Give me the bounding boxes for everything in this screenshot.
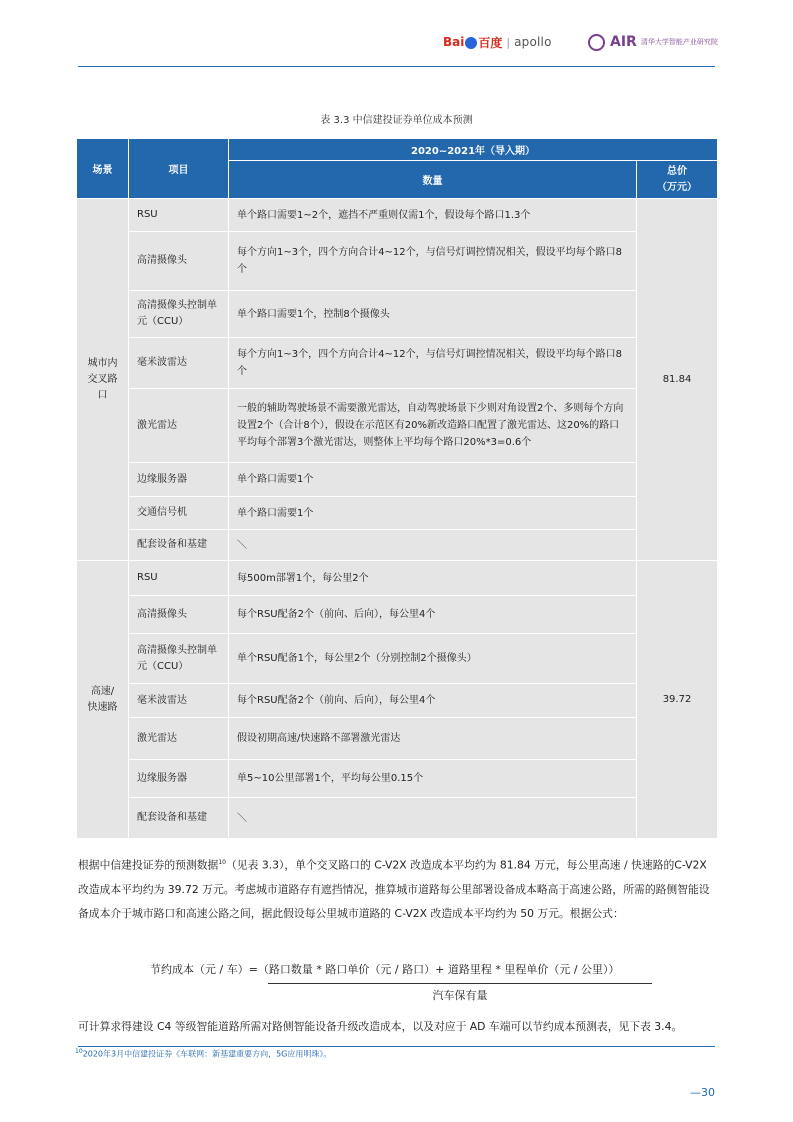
quantity-cell: 一般的辅助驾驶场景不需要激光雷达，自动驾驶场景下少则对角设置2个、多则每个方向设置2个（合计8个），假设在示范区有20%新改造路口配置了激光雷达、这20%的路口平均每个部署3个激光雷达，则整体上平均每个路口20%*3=0.6个 xyxy=(229,389,637,463)
baidu-apollo-logo: Bai 百度 | apollo xyxy=(443,35,552,50)
item-cell: 边缘服务器 xyxy=(129,760,229,798)
total-highway: 39.72 xyxy=(637,561,718,839)
footnote-divider xyxy=(78,1046,715,1047)
page-number: —30 xyxy=(690,1086,715,1099)
header-quantity: 数量 xyxy=(229,161,637,199)
scene-urban: 城市内 交叉路口 xyxy=(77,199,129,561)
body-paragraph-1 xyxy=(78,851,718,926)
item-cell: 高清摄像头控制单元（CCU） xyxy=(129,291,229,338)
footnote-ref: 10 xyxy=(218,859,226,866)
baidu-logo: Bai xyxy=(443,35,465,49)
header-divider xyxy=(78,66,715,67)
body-paragraph-2: 可计算求得建设 C4 等级智能道路所需对路侧智能设备升级改造成本，以及对应于 AD 车端可以节约成本预测表，见下表 3.4。 xyxy=(78,1020,683,1033)
header-item: 项目 xyxy=(129,139,229,199)
item-cell: 配套设备和基建 xyxy=(129,530,229,561)
logo-separator: | xyxy=(506,35,511,49)
para1-start: 根据中信建投证券的预测数据 xyxy=(78,858,219,872)
item-cell: 激光雷达 xyxy=(129,718,229,760)
header-scene: 场景 xyxy=(77,139,129,199)
quantity-cell: 每个RSU配备2个（前向、后向），每公里4个 xyxy=(229,596,637,634)
item-cell: 毫米波雷达 xyxy=(129,338,229,389)
item-cell: 交通信号机 xyxy=(129,497,229,530)
footnote xyxy=(75,1048,331,1060)
formula-lhs: 节约成本（元 / 车）= xyxy=(150,963,258,976)
footnote-text: 2020年3月中信建投证券《车联网：新基建重要方向，5G应用明珠》。 xyxy=(82,1049,332,1059)
cost-table xyxy=(76,138,718,839)
scene-highway: 高速/ 快速路 xyxy=(77,561,129,839)
quantity-cell: 假设初期高速/快速路不部署激光雷达 xyxy=(229,718,637,760)
formula-denominator: 汽车保有量 xyxy=(432,989,488,1002)
quantity-cell: 每个方向1~3个，四个方向合计4~12个，与信号灯调控情况相关，假设平均每个路口8个 xyxy=(229,232,637,291)
quantity-cell: 单个路口需要1个 xyxy=(229,463,637,497)
table-caption: 表 3.3 中信建投证券单位成本预测 xyxy=(320,115,473,126)
footnote-number: 10 xyxy=(75,1048,83,1055)
apollo-logo: apollo xyxy=(514,35,552,49)
quantity-cell: 每个方向1~3个，四个方向合计4~12个，与信号灯调控情况相关，假设平均每个路口8个 xyxy=(229,338,637,389)
fraction-bar xyxy=(268,983,652,984)
air-logo-text: AIR xyxy=(610,34,637,50)
quantity-cell: ＼ xyxy=(229,798,637,839)
air-subtitle: 清华大学智能产业研究院 xyxy=(640,37,718,46)
quantity-cell: ＼ xyxy=(229,530,637,561)
item-cell: RSU xyxy=(129,199,229,232)
item-cell: 配套设备和基建 xyxy=(129,798,229,839)
quantity-cell: 单个路口需要1~2个，遮挡不严重则仅需1个，假设每个路口1.3个 xyxy=(229,199,637,232)
header-period: 2020~2021年（导入期） xyxy=(229,139,718,161)
header-total: 总价 （万元） xyxy=(637,161,718,199)
item-cell: 高清摄像头 xyxy=(129,596,229,634)
quantity-cell: 单个RSU配备1个，每公里2个（分别控制2个摄像头） xyxy=(229,634,637,684)
total-urban: 81.84 xyxy=(637,199,718,561)
para1-rest: （见表 3.3），单个交叉路口的 C-V2X 改造成本平均约为 81.84 万元，每公里高速 / 快速路的C-V2X 改造成本平均约为 39.72 万元。考虑城市道路存有遮挡情况，推算城市道路每公里部署设备成本略高于高速公路，所需的路侧智能设备成本介于城市路口和高速公路之间，据此假设每公里城市道路的 C-V2X 改造成本平均约为 50 万元。根据公式： xyxy=(78,858,710,920)
quantity-cell: 单5~10公里部署1个，平均每公里0.15个 xyxy=(229,760,637,798)
quantity-cell: 单个路口需要1个 xyxy=(229,497,637,530)
formula-numerator: （路口数量 * 路口单价（元 / 路口）+ 道路里程 * 里程单价（元 / 公里）） xyxy=(257,963,620,976)
tsinghua-seal-icon xyxy=(588,34,605,51)
baidu-paw-icon xyxy=(465,37,477,49)
item-cell: 毫米波雷达 xyxy=(129,684,229,718)
quantity-cell: 每个RSU配备2个（前向、后向），每公里4个 xyxy=(229,684,637,718)
item-cell: RSU xyxy=(129,561,229,596)
item-cell: 高清摄像头 xyxy=(129,232,229,291)
quantity-cell: 每500m部署1个，每公里2个 xyxy=(229,561,637,596)
item-cell: 激光雷达 xyxy=(129,389,229,463)
air-logo xyxy=(588,30,718,54)
item-cell: 边缘服务器 xyxy=(129,463,229,497)
quantity-cell: 单个路口需要1个，控制8个摄像头 xyxy=(229,291,637,338)
formula xyxy=(150,961,620,977)
item-cell: 高清摄像头控制单元（CCU） xyxy=(129,634,229,684)
